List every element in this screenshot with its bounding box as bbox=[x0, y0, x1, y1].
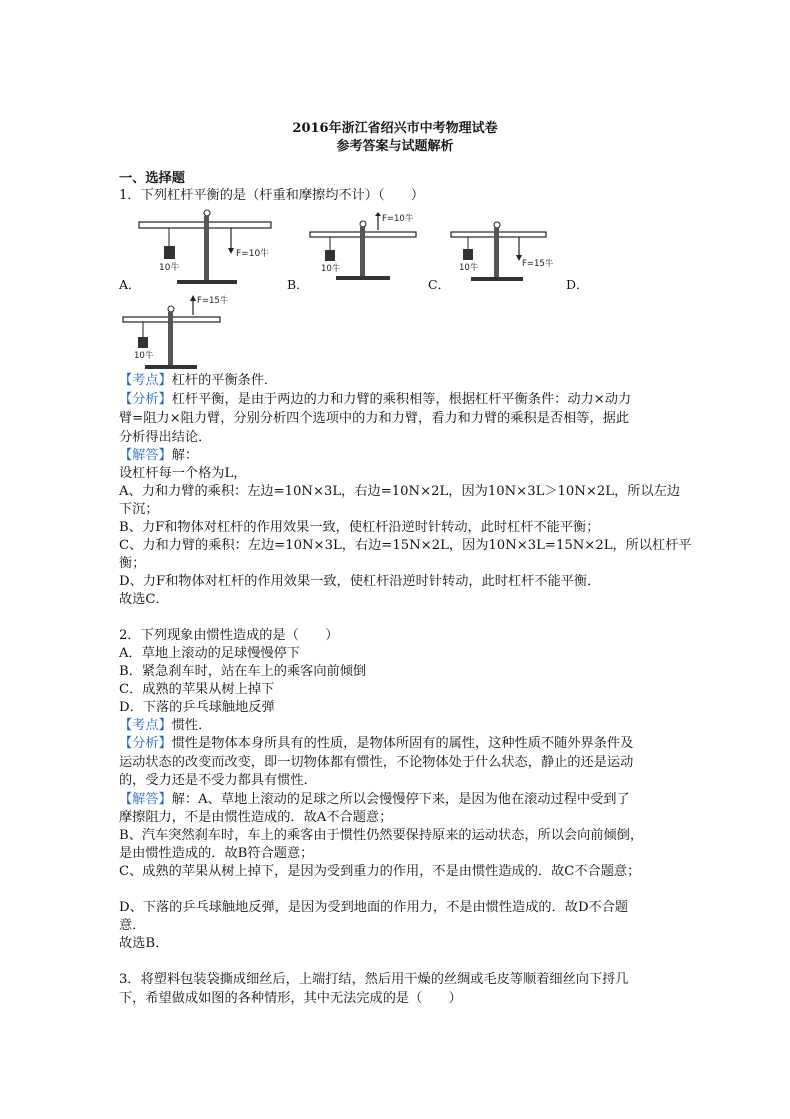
q1-fenxi-1 bbox=[119, 391, 631, 409]
q2-fenxi-2: 运动状态的改变而改变，即一切物体都有惯性，不论物体处于什么状态，静止的还是运动 bbox=[119, 755, 634, 770]
q1-jieda-1: 设杠杆每一个格为L， bbox=[119, 466, 247, 481]
q2-jieda-2: 摩擦阻力，不是由惯性造成的．故A不合题意； bbox=[119, 810, 393, 825]
arrow-head bbox=[190, 295, 196, 301]
page-title: 2016年浙江省绍兴市中考物理试卷 bbox=[292, 121, 498, 136]
force-label: F=15牛 bbox=[522, 259, 554, 269]
q2-kaodian bbox=[119, 717, 211, 735]
lever-figure-d bbox=[121, 293, 229, 371]
weight-label: 10牛 bbox=[159, 263, 180, 273]
q1-option-a: A． bbox=[119, 277, 141, 292]
jieda-tag: 【解答】 bbox=[119, 792, 172, 807]
jieda-tag: 【解答】 bbox=[119, 448, 172, 463]
q1-fenxi-3: 分析得出结论． bbox=[119, 430, 212, 445]
stand-base bbox=[336, 276, 390, 280]
jieda-head-text: 解： bbox=[171, 448, 199, 463]
q1-jieda-2: A、力和力臂的乘积：左边=10N×3L，右边=10N×2L，因为10N×3L＞10N×2L，所以左边 bbox=[119, 484, 681, 499]
force-label: F=10牛 bbox=[382, 214, 414, 224]
weight-block bbox=[325, 250, 335, 261]
q2-jieda-6: D、下落的乒乓球触地反弹，是因为受到地面的作用力，不是由惯性造成的．故D不合题 bbox=[119, 900, 629, 915]
q1-jieda-5: C、力和力臂的乘积：左边=10N×3L，右边=15N×2L，因为10N×3L=15N×2L，所以杠杆平 bbox=[119, 538, 692, 553]
kaodian-tag: 【考点】 bbox=[119, 718, 172, 733]
lever-figure-a bbox=[137, 208, 275, 286]
q1-option-c: C． bbox=[428, 277, 451, 292]
q2-jieda-8: 故选B． bbox=[119, 936, 169, 951]
fenxi-text: 惯性是物体本身所具有的性质，是物体所固有的属性，这种性质不随外界条件及 bbox=[171, 736, 634, 751]
arrow-head bbox=[375, 212, 381, 216]
weight-label: 10牛 bbox=[321, 264, 341, 274]
kaodian-tag: 【考点】 bbox=[119, 373, 172, 388]
section-heading: 一、选择题 bbox=[119, 171, 185, 186]
q2-fenxi-3: 的，受力还是不受力都具有惯性． bbox=[119, 773, 317, 788]
q2-jieda-4: 是由惯性造成的．故B符合题意； bbox=[119, 846, 314, 861]
pivot bbox=[168, 306, 174, 312]
pivot bbox=[494, 222, 500, 228]
kaodian-text: 杠杆的平衡条件． bbox=[171, 373, 278, 388]
q2-stem: 2．下列现象由惯性造成的是（ ） bbox=[119, 628, 339, 643]
q2-jieda-3: B、汽车突然刹车时，车上的乘客由于惯性仍然要保持原来的运动状态，所以会向前倾倒， bbox=[119, 828, 643, 843]
q1-jieda-3: 下沉； bbox=[119, 502, 159, 517]
q2-option-a: A．草地上滚动的足球慢慢停下 bbox=[119, 646, 300, 661]
fenxi-tag: 【分析】 bbox=[119, 736, 172, 751]
q1-fenxi-2: 臂=阻力×阻力臂，分别分析四个选项中的力和力臂，看力和力臂的乘积是否相等，据此 bbox=[119, 411, 630, 426]
q2-fenxi-1 bbox=[119, 735, 633, 753]
q1-jieda-head bbox=[119, 447, 198, 465]
force-label: F=10牛 bbox=[236, 249, 270, 259]
q1-jieda-7: D、力F和物体对杠杆的作用效果一致，使杠杆沿逆时针转动，此时杠杆不能平衡． bbox=[119, 574, 601, 589]
q2-jieda-1 bbox=[119, 791, 630, 809]
q1-jieda-6: 衡； bbox=[119, 556, 146, 571]
q1-kaodian bbox=[119, 372, 277, 390]
q1-option-b: B． bbox=[287, 277, 309, 292]
lever-figure-c bbox=[449, 217, 554, 283]
q2-jieda-7: 意． bbox=[119, 918, 146, 933]
pivot bbox=[360, 221, 366, 227]
kaodian-text: 惯性． bbox=[171, 718, 212, 733]
jieda-text: 解：A、草地上滚动的足球之所以会慢慢停下来，是因为他在滚动过程中受到了 bbox=[171, 792, 630, 807]
q2-jieda-5: C、成熟的苹果从树上掉下，是因为受到重力的作用，不是由惯性造成的．故C不合题意； bbox=[119, 864, 641, 879]
page-subtitle: 参考答案与试题解析 bbox=[336, 139, 454, 154]
fenxi-tag: 【分析】 bbox=[119, 392, 172, 407]
fenxi-text: 杠杆平衡，是由于两边的力和力臂的乘积相等，根据杠杆平衡条件：动力×动力 bbox=[171, 392, 632, 407]
q3-stem-2: 下，希望做成如图的各种情形，其中无法完成的是（ ） bbox=[119, 991, 462, 1006]
force-label: F=15牛 bbox=[197, 296, 229, 306]
stand bbox=[494, 228, 499, 278]
stand-base bbox=[471, 277, 523, 281]
q2-option-b: B．紧急刹车时，站在车上的乘客向前倾倒 bbox=[119, 664, 367, 679]
q1-option-d: D． bbox=[566, 277, 589, 292]
q3-stem-1: 3．将塑料包装袋撕成细丝后，上端打结，然后用干燥的丝绸或毛皮等顺着细丝向下捋几 bbox=[119, 972, 629, 987]
stand bbox=[360, 227, 365, 277]
q1-jieda-8: 故选C． bbox=[119, 592, 169, 607]
weight-label: 10牛 bbox=[134, 351, 154, 361]
stand bbox=[168, 312, 173, 366]
weight-block bbox=[164, 246, 175, 259]
q1-stem: 1．下列杠杆平衡的是（杆重和摩擦均不计）（ ） bbox=[119, 188, 425, 203]
q2-option-c: C．成熟的苹果从树上掉下 bbox=[119, 682, 275, 697]
q1-jieda-4: B、力F和物体对杠杆的作用效果一致，使杠杆沿逆时针转动，此时杠杆不能平衡； bbox=[119, 520, 600, 535]
arrow-head bbox=[228, 248, 234, 254]
weight-block bbox=[138, 337, 148, 348]
stand-base bbox=[177, 280, 237, 284]
q2-option-d: D．下落的乒乓球触地反弹 bbox=[119, 700, 275, 715]
weight-block bbox=[463, 249, 473, 260]
stand-base bbox=[145, 365, 197, 369]
stand bbox=[204, 216, 209, 282]
lever-figure-b bbox=[308, 212, 420, 282]
weight-label: 10牛 bbox=[459, 263, 479, 273]
pivot bbox=[204, 210, 210, 216]
